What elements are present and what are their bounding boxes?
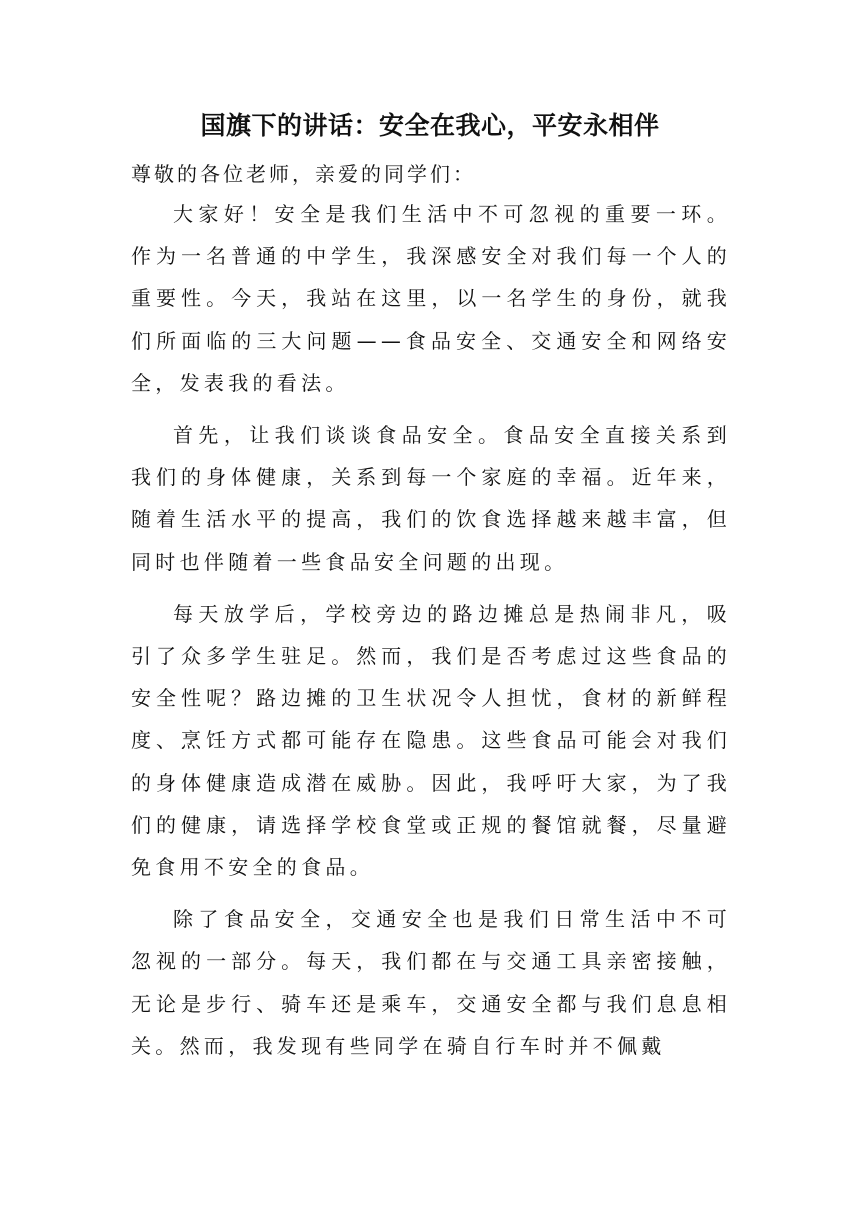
paragraph-intro: 大家好！安全是我们生活中不可忽视的重要一环。作为一名普通的中学生，我深感安全对我们每一个人的重要性。今天，我站在这里，以一名学生的身份，就我们所面临的三大问题——食品安全、交通安全和网络安全，发表我的看法。 (131, 202, 731, 395)
paragraph-gap (131, 404, 731, 414)
paragraph-gap (131, 888, 731, 898)
document-title: 国旗下的讲话：安全在我心，平安永相伴 (200, 111, 660, 140)
document-body (131, 156, 731, 1067)
paragraph-traffic-safety: 除了食品安全，交通安全也是我们日常生活中不可忽视的一部分。每天，我们都在与交通工具亲密接触，无论是步行、骑车还是乘车，交通安全都与我们息息相关。然而，我发现有些同学在骑自行车时并不佩戴 (131, 907, 731, 1058)
paragraph-street-stalls: 每天放学后，学校旁边的路边摊总是热闹非凡，吸引了众多学生驻足。然而，我们是否考虑过这些食品的安全性呢？路边摊的卫生状况令人担忧，食材的新鲜程度、烹饪方式都可能存在隐患。这些食品可能会对我们的身体健康造成潜在威胁。因此，我呼吁大家，为了我们的健康，请选择学校食堂或正规的餐馆就餐，尽量避免食用不安全的食品。 (131, 601, 731, 880)
paragraph-food-safety: 首先，让我们谈谈食品安全。食品安全直接关系到我们的身体健康，关系到每一个家庭的幸福。近年来，随着生活水平的提高，我们的饮食选择越来越丰富，但同时也伴随着一些食品安全问题的出现。 (131, 423, 731, 574)
paragraph-gap (131, 583, 731, 593)
salutation: 尊敬的各位老师，亲爱的同学们： (131, 162, 476, 186)
